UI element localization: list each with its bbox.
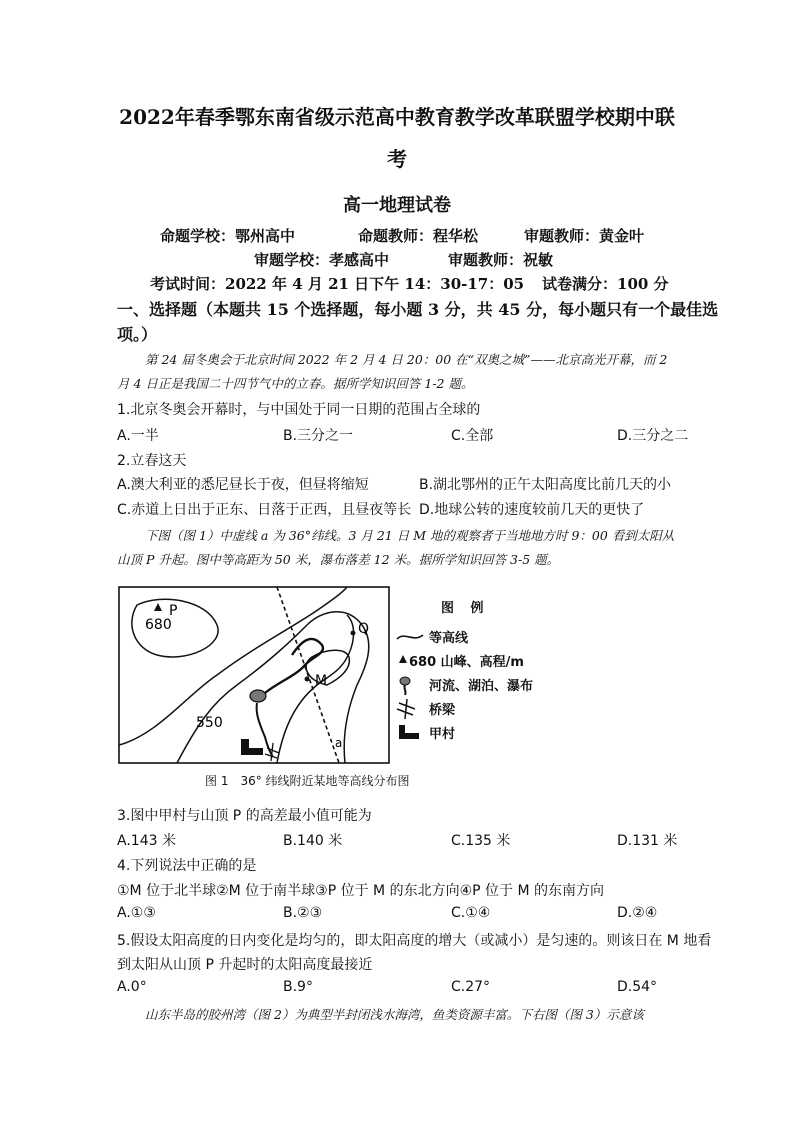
legend-row-peak: [395, 649, 565, 671]
q1-option-c: C.全部: [451, 428, 494, 444]
exam-title-line2: 考: [387, 147, 407, 171]
river-lake-icon: [395, 673, 425, 695]
intro2-line1: 下图（图 1）中虚线 a 为 36°纬线。3 月 21 日 M 地的观察者于当地地方时 9：00 看到太阳从: [145, 528, 675, 543]
map-legend: [395, 595, 565, 755]
q5-option-a: A.0°: [117, 979, 147, 995]
q1-option-d: D.三分之二: [617, 428, 689, 444]
q3-option-c: C.135 米: [451, 833, 511, 849]
exam-time: 考试时间：2022 年 4 月 21 日下午 14：30-17：05: [150, 275, 525, 293]
q3-option-b: B.140 米: [283, 833, 343, 849]
intro1-line2: 月 4 日正是我国二十四节气中的立春。据所学知识回答 1-2 题。: [117, 376, 474, 391]
legend-row-contour: [395, 625, 565, 647]
point-m-dot: [305, 677, 310, 682]
question-5-stem-line2: 到太阳从山顶 P 升起时的太阳高度最接近: [117, 957, 373, 973]
q5-option-c: C.27°: [451, 979, 491, 995]
q3-option-a: A.143 米: [117, 833, 176, 849]
q2-option-d: D.地球公转的速度较前几天的更快了: [419, 502, 645, 518]
q1-option-a: A.一半: [117, 428, 159, 444]
q3-option-d: D.131 米: [617, 833, 678, 849]
question-5-stem-line1: 5.假设太阳高度的日内变化是均匀的，即太阳高度的增大（或减小）是匀速的。则该日在 M 地看: [117, 933, 712, 949]
village-legend-icon: [395, 721, 425, 743]
figure-1-caption: 图 1 36° 纬线附近某地等高线分布图: [205, 774, 410, 788]
intro1-line1: 第 24 届冬奥会于北京时间 2022 年 2 月 4 日 20：00 在“双奥之城”——北京高光开幕，而 2: [145, 352, 668, 367]
q4-option-c: C.①④: [451, 905, 491, 921]
proposer-teacher: 命题教师：程华松: [358, 227, 479, 245]
legend-row-village: [395, 721, 565, 743]
reviewer-teacher-1: 审题教师：黄金叶: [524, 227, 645, 245]
label-550: 550: [196, 715, 223, 731]
legend-row-bridge: [395, 697, 565, 719]
label-m: M: [315, 673, 328, 689]
reviewer-teacher-2: 审题教师：祝敏: [448, 251, 554, 269]
legend-contour-label: 等高线: [429, 631, 469, 646]
section-heading-line2: 项。）: [117, 325, 158, 344]
contour-line-icon: [395, 625, 425, 647]
label-680: 680: [145, 617, 172, 633]
legend-title: 图 例: [441, 601, 490, 616]
proposer-school: 命题学校：鄂州高中: [160, 227, 296, 245]
q5-option-d: D.54°: [617, 979, 658, 995]
intro3-line1: 山东半岛的胶州湾（图 2）为典型半封闭浅水海湾，鱼类资源丰富。下右图（图 3）示意该: [145, 1007, 644, 1022]
question-3-stem: 3.图中甲村与山顶 P 的高差最小值可能为: [117, 808, 372, 824]
section-heading-line1: 一、选择题（本题共 15 个选择题，每小题 3 分，共 45 分，每小题只有一个最佳选: [117, 300, 719, 319]
q4-option-d: D.②④: [617, 905, 658, 921]
q2-option-b: B.湖北鄂州的正午太阳高度比前几天的小: [419, 477, 672, 493]
question-2-stem: 2.立春这天: [117, 453, 187, 469]
label-a: a: [335, 736, 343, 750]
exam-full-score: 试卷满分：100 分: [542, 275, 669, 293]
q2-option-a: A.澳大利亚的悉尼昼长于夜，但昼将缩短: [117, 477, 369, 493]
q2-option-c: C.赤道上日出于正东、日落于正西，且昼夜等长: [117, 502, 412, 518]
q1-option-b: B.三分之一: [283, 428, 354, 444]
bridge-legend-icon: [395, 697, 425, 719]
label-q: Q: [358, 621, 370, 637]
legend-village-label: 甲村: [429, 727, 456, 742]
question-4-stem: 4.下列说法中正确的是: [117, 858, 257, 874]
label-p: P: [169, 603, 178, 619]
question-1-stem: 1.北京冬奥会开幕时，与中国处于同一日期的范围占全球的: [117, 402, 481, 418]
q4-option-b: B.②③: [283, 905, 323, 921]
point-q-dot: [351, 631, 356, 636]
lake-shape: [250, 690, 266, 702]
exam-title-line1: 2022年春季鄂东南省级示范高中教育教学改革联盟学校期中联: [119, 105, 675, 129]
q5-option-b: B.9°: [283, 979, 313, 995]
intro2-line2: 山顶 P 升起。图中等高距为 50 米，瀑布落差 12 米。据所学知识回答 3-5 题。: [117, 552, 560, 567]
review-school: 审题学校：孝感高中: [254, 251, 390, 269]
exam-subtitle: 高一地理试卷: [343, 195, 451, 216]
question-4-statements: ①M 位于北半球②M 位于南半球③P 位于 M 的东北方向④P 位于 M 的东南方向: [117, 883, 605, 899]
legend-peak-label: 680 山峰、高程/m: [409, 655, 524, 670]
legend-river-label: 河流、湖泊、瀑布: [429, 679, 534, 694]
legend-bridge-label: 桥梁: [429, 703, 456, 718]
legend-row-river: [395, 673, 565, 695]
q4-option-a: A.①③: [117, 905, 156, 921]
